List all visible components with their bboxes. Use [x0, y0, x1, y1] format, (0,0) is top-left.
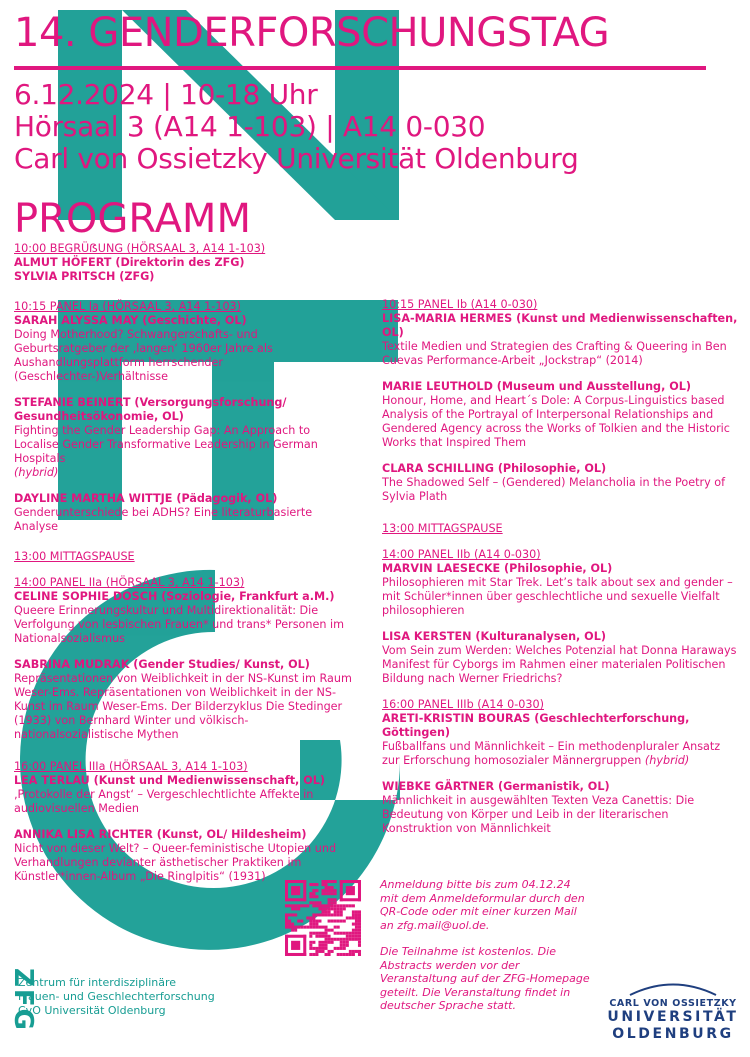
zfg-line: Zentrum für interdisziplinäre: [18, 976, 177, 989]
talk-item: [382, 630, 740, 686]
talk-title: The Shadowed Self – (Gendered) Melancholia in the Poetry of Sylvia Plath: [382, 476, 726, 503]
speaker-name: SYLVIA PRITSCH (ZFG): [14, 270, 155, 283]
talk-title: Genderunterschiede bei ADHS? Eine literaturbasierte Analyse: [14, 506, 313, 533]
speaker-name: WIEBKE GÄRTNER (Germanistik, OL): [382, 780, 610, 793]
talk-item: [382, 462, 740, 504]
section-heading: 13:00 MITTAGSPAUSE: [382, 522, 503, 535]
speaker-name: MARVIN LAESECKE (Philosophie, OL): [382, 562, 613, 575]
section-heading: 10:15 PANEL Ib (A14 0-030): [382, 298, 538, 311]
talk-title-text: Fußballfans und Männlichkeit – Ein methodenpluraler Ansatz zur Erforschung homosozialer Männergruppen: [382, 740, 721, 767]
lunch-block: [382, 522, 740, 536]
event-info-text: Die Teilnahme ist kostenlos. Die Abstracts werden vor der Veranstaltung auf der ZFG-Homepage geteilt. Die Veranstaltung findet in deutscher Sprache statt.: [380, 945, 590, 1012]
talk-title: ‚Protokolle der Angst‘ – Vergeschlechtlichte Affekte in audiovisuellen Medien: [14, 788, 314, 815]
talk-note: (hybrid): [14, 466, 59, 479]
zfg-logo-text: ZFG: [8, 968, 38, 1032]
talk-item: [382, 312, 740, 368]
welcome-block: [14, 242, 354, 284]
talk-item: [382, 380, 740, 450]
talk-item: [14, 396, 354, 480]
talk-title: Männlichkeit in ausgewählten Texten Veza Canettis: Die Bedeutung von Körper und Leib in der literarischen Konstruktion von Männlichkeit: [382, 794, 695, 835]
program-left-column: [14, 242, 354, 896]
section-heading: 16:00 PANEL IIIa (HÖRSAAL 3, A14 1-103): [14, 760, 248, 773]
speaker-name: LISA-MARIA HERMES (Kunst und Medienwissenschaften, OL): [382, 312, 738, 339]
talk-item: [14, 492, 354, 534]
zfg-line: Frauen- und Geschlechterforschung: [18, 990, 215, 1003]
section-heading: 10:15 PANEL Ia (HÖRSAAL 3, A14 1-103): [14, 300, 242, 313]
zfg-line: CvO Universität Oldenburg: [18, 1004, 166, 1017]
talk-item: [14, 658, 354, 742]
logo-line: CARL VON OSSIETZKY: [609, 998, 737, 1009]
speaker-name: CLARA SCHILLING (Philosophie, OL): [382, 462, 607, 475]
talk-title: Nicht von dieser Welt? – Queer-feministische Utopien und Verhandlungen devianter ästhetischer Praktiken im Künstler*innen-Album „Die Ringlpitis“ (1931): [14, 842, 337, 883]
registration-info: [380, 878, 590, 1026]
title-divider: [14, 66, 706, 70]
talk-item: [14, 314, 354, 384]
section-heading: 10:00 BEGRÜẞUNG (HÖRSAAL 3, A14 1-103): [14, 242, 266, 255]
speaker-name: ANNIKA LISA RICHTER (Kunst, OL/ Hildesheim): [14, 828, 307, 841]
logo-arc-icon: [628, 980, 718, 996]
speaker-name: ARETI-KRISTIN BOURAS (Geschlechterforschung, Göttingen): [382, 712, 690, 739]
university-logo: [598, 980, 748, 1043]
talk-title: Vom Sein zum Werden: Welches Potenzial hat Donna Haraways Manifest für Cyborgs im Rahmen einer materialen Politischen Bildung nach Werner Friedrichs?: [382, 644, 737, 685]
talk-item: [382, 712, 740, 768]
talk-title: [382, 740, 740, 768]
registration-qr-code[interactable]: [285, 880, 361, 956]
speaker-name: SABRINA MUDRAK (Gender Studies/ Kunst, OL): [14, 658, 310, 671]
talk-title: Repräsentationen von Weiblichkeit in der NS-Kunst im Raum Weser-Ems. Repräsentationen von Weiblichkeit in der NS-Kunst im Raum Weser-Ems. Der Bilderzyklus Die Stedinger (1933) von Bernhard Winter und völkisch-nationalsozialistische Mythen: [14, 672, 352, 741]
section-heading: 16:00 PANEL IIIb (A14 0-030): [382, 698, 544, 711]
logo-line: OLDENBURG: [612, 1026, 734, 1042]
event-university: Carl von Ossietzky Universität Oldenburg: [14, 142, 579, 175]
registration-text: Anmeldung bitte bis zum 04.12.24 mit dem Anmeldeformular durch den QR-Code oder mit einer kurzen Mail an zfg.mail@uol.de.: [380, 878, 585, 932]
talk-title: Fighting the Gender Leadership Gap: An Approach to Localise Gender Transformative Leadership in German Hospitals: [14, 424, 318, 465]
talk-item: [14, 828, 354, 884]
talk-title: Queere Erinnerungskultur und Multidirektionalität: Die Verfolgung von lesbischen Frauen* und trans* Personen im Nationalsozialismus: [14, 604, 345, 645]
speaker-name: LISA KERSTEN (Kulturanalysen, OL): [382, 630, 606, 643]
talk-note: (hybrid): [644, 754, 690, 767]
speaker-name: DAYLINE MARTHA WITTJE (Pädagogik, OL): [14, 492, 278, 505]
event-date-time: 6.12.2024 | 10-18 Uhr: [14, 78, 318, 111]
section-heading: 14:00 PANEL IIa (HÖRSAAL 3, A14 1-103): [14, 576, 245, 589]
talk-item: [14, 774, 354, 816]
talk-title: Philosophieren mit Star Trek. Let’s talk about sex and gender – mit Schüler*innen über geschlechtliche und sexuelle Vielfalt philosophieren: [382, 576, 733, 617]
talk-title: Doing Motherhood? Schwangerschafts- und Geburtsratgeber der ‚langen‘ 1960er Jahre als Aushandlungsplattform herrschender (Geschlechter-)Verhältnisse: [14, 328, 273, 383]
talk-title: Textile Medien und Strategien des Crafting & Queering in Ben Cuevas Performance-Arbeit „Jockstrap“ (2014): [382, 340, 727, 367]
talk-item: [382, 780, 740, 836]
event-location: Hörsaal 3 (A14 1-103) | A14 0-030: [14, 110, 486, 143]
speaker-name: CELINE SOPHIE DOSCH (Soziologie, Frankfurt a.M.): [14, 590, 335, 603]
talk-title: Honour, Home, and Heart´s Dole: A Corpus-Linguistics based Analysis of the Portrayal of Interpersonal Relationships and Gendered Agency across the Works of Tolkien and the Historic Works that Inspired Them: [382, 394, 730, 449]
lunch-block: [14, 550, 354, 564]
talk-item: [382, 562, 740, 618]
program-right-column: [382, 298, 740, 848]
logo-line: UNIVERSITÄT: [607, 1009, 739, 1025]
program-heading: PROGRAMM: [14, 196, 251, 242]
speaker-name: LEA TERLAU (Kunst und Medienwissenschaft, OL): [14, 774, 325, 787]
speaker-name: STEFANIE BEINERT (Versorgungsforschung/ Gesundheitsökonomie, OL): [14, 396, 287, 423]
speaker-name: MARIE LEUTHOLD (Museum und Ausstellung, OL): [382, 380, 691, 393]
section-heading: 14:00 PANEL IIb (A14 0-030): [382, 548, 541, 561]
speaker-name: ALMUT HÖFERT (Direktorin des ZFG): [14, 256, 245, 269]
page-title: 14. GENDERFORSCHUNGSTAG: [14, 10, 610, 56]
speaker-name: SARAH ALYSSA MAY (Geschichte, OL): [14, 314, 247, 327]
zfg-address: [18, 976, 215, 1018]
talk-item: [14, 590, 354, 646]
section-heading: 13:00 MITTAGSPAUSE: [14, 550, 135, 563]
